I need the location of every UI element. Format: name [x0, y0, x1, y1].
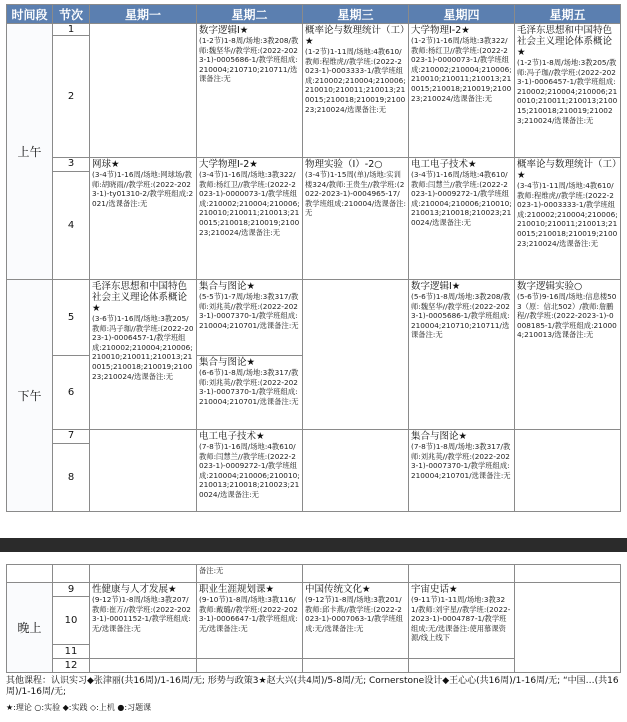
course-name: 性健康与人才发展★: [92, 584, 177, 595]
slot-6: 6: [53, 356, 90, 430]
empty-cell: [515, 565, 621, 583]
course-cell[interactable]: [515, 280, 621, 430]
course-cell[interactable]: [197, 158, 303, 280]
table-row: [7, 583, 621, 597]
empty-cell: [90, 565, 197, 583]
course-name: 概率论与数理统计（工）★: [305, 25, 405, 47]
course-detail: (3-6节)1-16周/场地:3教205/教师:冯子珈//教学班:(2022-2023-1)-0006457-1/教学班组成:210002;210004;210006;210010;210011;210013;210015;210018;210019;210023;210024/选课备注:无: [92, 314, 194, 381]
course-detail: (5-6节)9-16周/场地:信息楼503（原：信北502）/教师:詹鹏程//教学班:(2022-2023-1)-0008185-1/教学班组成:210004;210013/选课备注:无: [517, 292, 617, 340]
empty-cell: [409, 659, 515, 673]
empty-cell: [7, 565, 53, 583]
course-name: 职业生涯规划课★: [199, 584, 275, 595]
slot-7: 7: [53, 430, 90, 444]
course-cell[interactable]: [197, 583, 303, 659]
course-cell-continued[interactable]: [197, 565, 303, 583]
course-name: 毛泽东思想和中国特色社会主义理论体系概论★: [517, 25, 613, 58]
slot-5: 5: [53, 280, 90, 356]
header-period: 时间段: [7, 5, 53, 24]
empty-cell: [90, 24, 197, 158]
empty-cell: [53, 565, 90, 583]
course-name: 物理实验（I）-2○: [305, 159, 383, 170]
course-detail: (9-10节)1-8周/场地:3教116/教师:戴璐//教学班:(2022-2023-1)-0006647-1/教学班组成:无/选课备注:无: [199, 595, 298, 633]
slot-12: 12: [53, 659, 90, 673]
empty-cell: [303, 659, 409, 673]
course-name: 中国传统文化★: [305, 584, 371, 595]
course-name: 数字逻辑实验○: [517, 281, 583, 292]
course-cell[interactable]: [197, 24, 303, 158]
table-row: [7, 280, 621, 356]
empty-cell: [197, 659, 303, 673]
course-detail: (7-8节)1-16周/场地:4教610/教师:闫慧兰//教学班:(2022-2023-1)-0009272-1/教学班组成:210004;210006;210010;210013;210018;210023;210024/选课备注:无: [199, 442, 300, 499]
course-name: 概率论与数理统计（工）★: [517, 159, 617, 181]
course-name: 集合与图论★: [199, 357, 256, 368]
header-thursday: 星期四: [409, 5, 515, 24]
course-name: 网球★: [92, 159, 120, 170]
course-name: 大学物理Ⅰ-2★: [411, 25, 470, 36]
empty-cell: [90, 659, 197, 673]
course-detail: (1-2节)1-11周/场地:4教610/教师:程维虎//教学班:(2022-2023-1)-0003333-1/教学班组成:210002;210004;210006;210010;210011;210013;210015;210018;210019;210023;210024/选课备注:无: [305, 47, 406, 114]
course-name: 毛泽东思想和中国特色社会主义理论体系概论★: [92, 281, 188, 314]
slot-4: 4: [53, 172, 90, 280]
course-detail: (7-8节)1-8周/场地:3教317/教师:刘兆英//教学班:(2022-2023-1)-0007370-1/教学班组成:210004;210701/选课备注:无: [411, 442, 511, 480]
separator-bar: [0, 538, 627, 552]
course-name: 电工电子技术★: [411, 159, 477, 170]
course-cell[interactable]: [409, 24, 515, 158]
course-cell[interactable]: [409, 280, 515, 430]
course-cell[interactable]: [90, 280, 197, 430]
empty-cell: [303, 280, 409, 430]
course-detail: (1-2节)1-8周/场地:3教205/教师:冯子珈//教学班:(2022-2023-1)-0006457-1/教学班组成:210002;210004;210006;210010;210011;210013;210015;210018;210019;210023;210024/选课备注:无: [517, 58, 618, 125]
other-courses-note: 其他课程：认识实习◆张津丽(共16周)/1-16周/无; 形势与政策3★赵大兴(共4周)/5-8周/无; Cornerstone设计◆王心心(共16周)/1-16周/无; “中国…(共16周)/1-16周/无;: [6, 676, 619, 697]
course-cell[interactable]: [409, 583, 515, 659]
course-cell[interactable]: [197, 280, 303, 356]
table-row: [7, 430, 621, 444]
course-detail: (3-4节)1-11周/场地:4教610/教师:程维虎//教学班:(2022-2023-1)-0003333-1/教学班组成:210002;210004;210006;210010;210011;210013;210015;210018;210019;210023;210024/选课备注:无: [517, 181, 618, 248]
empty-cell: [409, 565, 515, 583]
empty-cell: [90, 430, 197, 512]
course-cell[interactable]: [409, 158, 515, 280]
slot-3: 3: [53, 158, 90, 172]
course-detail: (3-4节)1-16周/场地:网球场/教师:胡晓雨//教学班:(2022-2023-1)-ty01310-2/教学班组成:2021/选课备注:无: [92, 170, 194, 208]
timetable-main: [6, 4, 621, 512]
course-cell[interactable]: [90, 583, 197, 659]
empty-cell: [515, 430, 621, 512]
slot-8: 8: [53, 444, 90, 512]
course-cell[interactable]: [303, 158, 409, 280]
course-detail: (5-6节)1-8周/场地:3教208/教师:魏坚华//教学班:(2022-2023-1)-0005686-1/教学班组成:210004;210710;210711/选课备注:无: [411, 292, 511, 340]
course-cell[interactable]: [90, 158, 197, 280]
course-detail: (1-2节)1-16周/场地:3教322/教师:杨红卫//教学班:(2022-2023-1)-0000073-1/教学班组成:210002;210004;210006;210010;210011;210013;210015;210018;210019;210023;210024/选课备注:无: [411, 36, 512, 103]
empty-cell: [303, 430, 409, 512]
course-cell[interactable]: [303, 24, 409, 158]
course-cell[interactable]: [303, 583, 409, 659]
header-row: [7, 5, 621, 24]
course-detail: (9-12节)1-8周/场地:3教201/教师:邱卡燕//教学班:(2022-2023-1)-0007063-1/教学班组成:无/选课备注:无: [305, 595, 404, 633]
header-slot: 节次: [53, 5, 90, 24]
header-tuesday: 星期二: [197, 5, 303, 24]
slot-9: 9: [53, 583, 90, 597]
course-cell[interactable]: [197, 430, 303, 512]
course-name: 数字逻辑Ⅰ★: [411, 281, 461, 292]
course-cell[interactable]: [515, 158, 621, 280]
header-monday: 星期一: [90, 5, 197, 24]
empty-cell: [515, 583, 621, 673]
course-cell[interactable]: [409, 430, 515, 512]
header-wednesday: 星期三: [303, 5, 409, 24]
course-detail: (3-4节)1-15周(单)/场地:实训楼324/教师:王贵生//教学班:(2022-2023-1)-0004965-17/教学班组成:210004/选课备注:无: [305, 170, 406, 218]
course-detail: 备注:无: [199, 566, 224, 575]
slot-1: 1: [53, 24, 90, 36]
course-detail: (3-4节)1-16周/场地:3教322/教师:杨红卫//教学班:(2022-2023-1)-0000073-1/教学班组成:210002;210004;210006;210010;210011;210013;210015;210018;210019;210023;210024/选课备注:无: [199, 170, 300, 237]
timetable-evening: [6, 564, 621, 673]
course-detail: (6-6节)1-8周/场地:3教317/教师:刘兆英//教学班:(2022-2023-1)-0007370-1/教学班组成:210004;210701/选课备注:无: [199, 368, 299, 406]
course-cell[interactable]: [197, 356, 303, 430]
period-morning: 上午: [7, 24, 53, 280]
course-detail: (5-5节)1-7周/场地:3教317/教师:刘兆英//教学班:(2022-2023-1)-0007370-1/教学班组成:210004;210701/选课备注:无: [199, 292, 299, 330]
course-detail: (9-12节)1-8周/场地:3教207/教师:崔万//教学班:(2022-2023-1)-0001152-1/教学班组成:无/选课备注:无: [92, 595, 191, 633]
slot-10: 10: [53, 597, 90, 645]
course-name: 电工电子技术★: [199, 431, 265, 442]
course-name: 集合与图论★: [411, 431, 468, 442]
table-row: [7, 24, 621, 36]
table-row: [7, 158, 621, 172]
course-detail: (1-2节)1-8周/场地:3教208/教师:魏坚华//教学班:(2022-2023-1)-0005686-1/教学班组成:210004;210710;210711/选课备注:无: [199, 36, 299, 84]
course-name: 数字逻辑Ⅰ★: [199, 25, 249, 36]
table-row: [7, 565, 621, 583]
header-friday: 星期五: [515, 5, 621, 24]
slot-11: 11: [53, 645, 90, 659]
course-name: 大学物理Ⅰ-2★: [199, 159, 258, 170]
course-detail: (3-4节)1-16周/场地:4教610/教师:闫慧兰//教学班:(2022-2023-1)-0009272-1/教学班组成:210004;210006;210010;210013;210018;210023;210024/选课备注:无: [411, 170, 512, 227]
period-evening: 晚上: [7, 583, 53, 673]
course-name: 集合与图论★: [199, 281, 256, 292]
slot-2: 2: [53, 36, 90, 158]
course-name: 宇宙史话★: [411, 584, 458, 595]
period-afternoon: 下午: [7, 280, 53, 512]
course-detail: (9-11节)1-11周/场地:3教321/教师:刘宇星//教学班:(2022-2023-1)-0004787-1/教学班组成:无/选课备注:使用慕课资源/线上线下: [411, 595, 511, 643]
empty-cell: [303, 565, 409, 583]
course-cell[interactable]: [515, 24, 621, 158]
legend-note: ★:理论 ○:实验 ◆:实践 ◇:上机 ●:习题课: [6, 703, 152, 712]
